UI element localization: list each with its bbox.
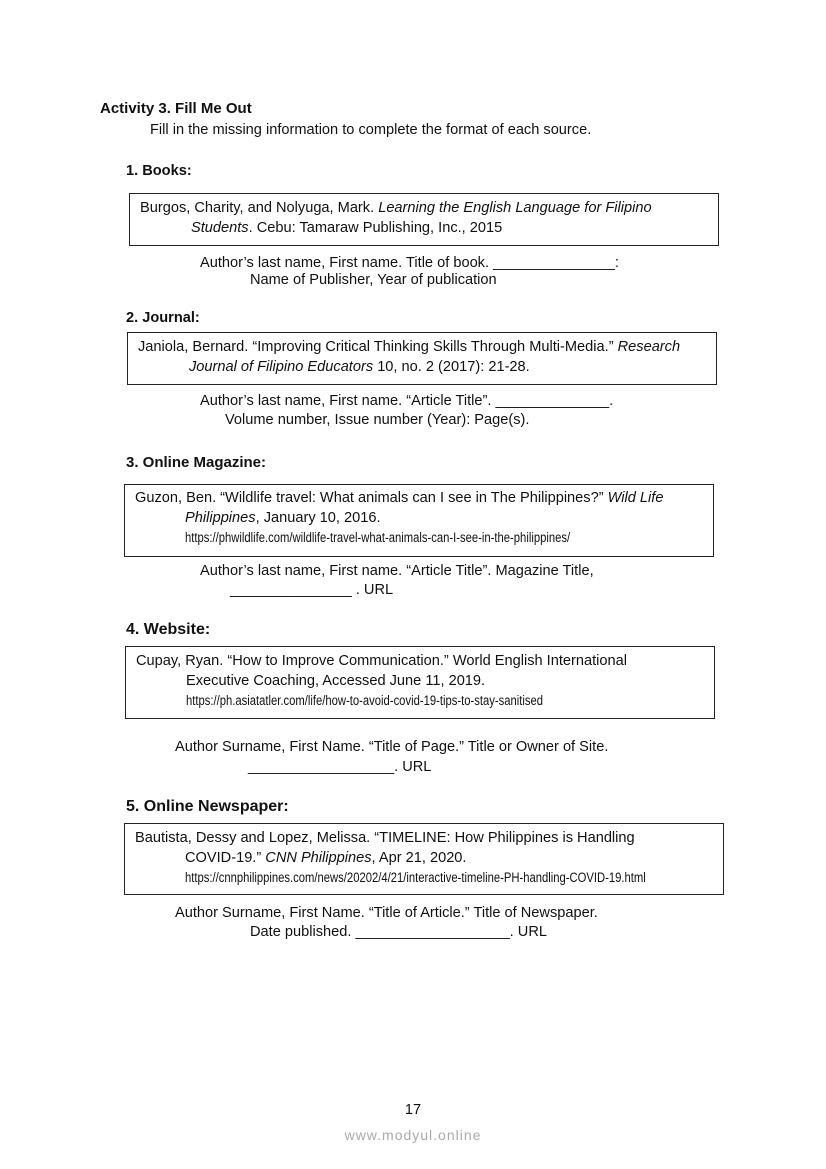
activity-title: Activity 3. Fill Me Out [100, 100, 252, 117]
format-line: Author’s last name, First name. “Article Title”. Magazine Title, [200, 563, 594, 579]
section-heading-books: 1. Books: [126, 163, 192, 179]
citation-url: https://ph.asiatatler.com/life/how-to-avoid-covid-19-tips-to-stay-sanitised [186, 693, 543, 708]
section-heading-online-magazine: 3. Online Magazine: [126, 454, 267, 471]
format-line: Author Surname, First Name. “Title of Article.” Title of Newspaper. [175, 905, 598, 921]
citation-line: Burgos, Charity, and Nolyuga, Mark. Learning the English Language for Filipino [140, 200, 652, 216]
citation-url: https://phwildlife.com/wildlife-travel-what-animals-can-I-see-in-the-philippines/ [185, 530, 571, 545]
instruction: Fill in the missing information to complete the format of each source. [150, 122, 592, 138]
section-heading-journal: 2. Journal: [126, 310, 200, 326]
page-number: 17 [404, 1102, 422, 1118]
citation-line: Guzon, Ben. “Wildlife travel: What animals can I see in The Philippines?” Wild Life [135, 490, 664, 506]
section-heading-online-newspaper: 5. Online Newspaper: [126, 798, 289, 815]
format-line: Volume number, Issue number (Year): Page(s). [225, 412, 530, 428]
citation-line: Bautista, Dessy and Lopez, Melissa. “TIMELINE: How Philippines is Handling [135, 830, 635, 846]
citation-line: Students. Cebu: Tamaraw Publishing, Inc., 2015 [191, 220, 503, 236]
citation-url: https://cnnphilippines.com/news/20202/4/21/interactive-timeline-PH-handling-COVID-19.html [185, 870, 646, 885]
format-line: Author Surname, First Name. “Title of Page.” Title or Owner of Site. [175, 739, 609, 755]
citation-line: Cupay, Ryan. “How to Improve Communication.” World English International [136, 653, 627, 669]
format-line: Name of Publisher, Year of publication [250, 272, 497, 288]
format-line: Date published. ___________________. URL [250, 924, 547, 940]
format-line: _______________ . URL [230, 582, 394, 598]
watermark: www.modyul.online [344, 1127, 482, 1143]
citation-line: Philippines, January 10, 2016. [185, 510, 381, 526]
citation-line: Executive Coaching, Accessed June 11, 2019. [186, 673, 486, 689]
citation-line: Janiola, Bernard. “Improving Critical Thinking Skills Through Multi-Media.” Research [138, 339, 681, 355]
section-heading-website: 4. Website: [126, 621, 211, 638]
format-line: Author’s last name, First name. Title of book. _______________: [200, 255, 619, 271]
citation-line: COVID-19.” CNN Philippines, Apr 21, 2020. [185, 850, 467, 866]
format-line: Author’s last name, First name. “Article Title”. ______________. [200, 393, 614, 409]
citation-line: Journal of Filipino Educators 10, no. 2 (2017): 21-28. [189, 359, 530, 375]
format-line: __________________. URL [248, 759, 432, 775]
